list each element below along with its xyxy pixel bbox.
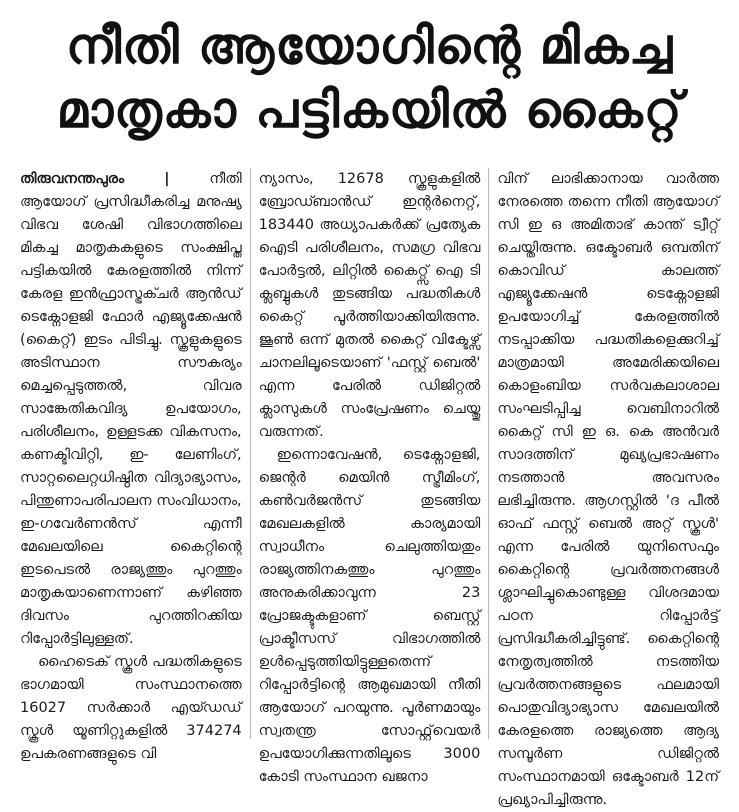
headline [12,14,727,142]
paragraph: ഇന്നൊവേഷൻ, ടെക്നോളജി, ജെന്റർ മെയിൻ സ്ട്രീമിംഗ്, കൺവർജൻസ് തുടങ്ങിയ മേഖലകളിൽ കാര്യമായി സ്വാധീനം ചെലുത്തിയതും രാജ്യത്തിനകത്തും പുറത്തും അനുകരിക്കാവുന്ന 23 പ്രോജക്ടുകളാണ് ബെസ്റ്റ് പ്രാക്ടീസസ് വിഭാഗത്തിൽ ഉൾപ്പെടുത്തിയിട്ടുള്ളതെന്ന് റിപ്പോർട്ടിന്റെ ആമുഖമായി നീതി ആയോഗ് പറയുന്നു. പൂർണമായും സ്വതന്ത്ര സോഫ്റ്റ്‌വെയർ ഉപയോഗിക്കുന്നതിലൂടെ 3000 കോടി സംസ്ഥാന ഖജനാ [258,447,481,785]
paragraph: ന്യാസം, 12678 സ്കൂളുകളിൽ ബ്രോഡ്ബാൻഡ് ഇന്റർനെറ്റ്, 183440 അധ്യാപകർക്ക് പ്രത്യേക ഐടി പരിശീലനം, സമഗ്ര വിഭവ പോർട്ടൽ, ലിറ്റിൽ കൈറ്റ്സ് ഐ ടി ക്ലബ്ബുകൾ തുടങ്ങിയ പദ്ധതികൾ കൈറ്റ് പൂർത്തിയാക്കിയിരുന്നു. ജൂൺ ഒന്ന് മുതൽ കൈറ്റ് വിക്ടേഴ്സ് ചാനലിലൂടെയാണ് 'ഫസ്റ്റ് ബെൽ' എന്ന പേരിൽ ഡിജിറ്റൽ ക്ലാസുകൾ സംപ്രേഷണം ചെയ്തു വരുന്നത്. [258,171,481,440]
article-body [12,168,727,808]
paragraph: വിന് ലാഭിക്കാനായ വാർത്ത നേരത്തെ തന്നെ നീതി ആയോഗ് സി ഇ ഒ അമിതാഭ് കാന്ത് ട്വീറ്റ് ചെയ്തിരുന്നു. ഒക്ടോബർ ഒമ്പതിന് കൊവിഡ് കാലത്ത് എജ്യൂക്കേഷൻ ടെക്നോളജി ഉപയോഗിച്ച് കേരളത്തിൽ നടപ്പാക്കിയ പദ്ധതികളെക്കുറിച്ച് മാത്രമായി അമേരിക്കയിലെ കൊളംബിയ സർവകലാശാല സംഘടിപ്പിച്ച വെബിനാറിൽ കൈറ്റ് സി ഇ ഒ. കെ അൻവർ സാദത്തിന് മുഖ്യപ്രഭാഷണം നടത്താൻ അവസരം ലഭിച്ചിരുന്നു. ആഗസ്റ്റിൽ 'ദ പീൽ ഓഫ് ഫസ്റ്റ് ബെൽ അറ്റ് സ്കൂൾ' എന്ന പേരിൽ യുനിസെഫും കൈറ്റിന്റെ പ്രവർത്തനങ്ങൾ ശ്ലാഘിച്ചുകൊണ്ടുള്ള വിശദമായ പഠന റിപ്പോർട്ട് പ്രസിദ്ധീകരിച്ചിട്ടുണ്ട്. കൈറ്റിന്റെ നേതൃത്വത്തിൽ നടത്തിയ പ്രവർത്തനങ്ങളുടെ ഫലമായി പൊതുവിദ്യാഭ്യാസ മേഖലയിൽ കേരളത്തെ രാജ്യത്തെ ആദ്യ സമ്പൂർണ ഡിജിറ്റൽ സംസ്ഥാനമായി ഒക്ടോബർ 12ന് പ്രഖ്യാപിച്ചിരുന്നു. [497,171,720,808]
headline-line-1: നീതി ആയോഗിന്റെ മികച്ച [65,17,674,75]
paragraph: ഹൈടെക് സ്കൂൾ പദ്ധതികളുടെ ഭാഗമായി സംസ്ഥാനത്തെ 16027 സർക്കാർ എയ്ഡഡ് സ്കൂൾ യൂണിറ്റുകളിൽ 374274 ഉപകരണങ്ങളുടെ വി [20,654,242,762]
dateline: തിരുവനന്തപുരം | [20,171,170,187]
paragraph-text: നീതി ആയോഗ് പ്രസിദ്ധീകരിച്ച മനുഷ്യ വിഭവ ശേഷി വിഭാഗത്തിലെ മികച്ച മാതൃകകളുടെ സംക്ഷിപ്ത പട്ടികയിൽ കേരളത്തിൽ നിന്ന് കേരള ഇൻഫ്രാസ്ട്രക്ചർ ആൻഡ് ടെക്നോളജി ഫോർ എജ്യൂക്കേഷൻ (കൈറ്റ്) ഇടം പിടിച്ചു. സ്കൂളുകളുടെ അടിസ്ഥാന സൗകര്യം മെച്ചപ്പെടുത്തൽ, വിവര സാങ്കേതികവിദ്യ ഉപയോഗം, പരിശീലനം, ഉള്ളടക്ക വികസനം, കണക്ടിവിറ്റി, ഇ- ലേണിംഗ്, സാറ്റലൈറ്റധിഷ്ഠിത വിദ്യാഭ്യാസം, പിന്തുണാപരിപാലന സംവിധാനം, ഇ-ഗവേർണൻസ് എന്നീ മേഖലയിലെ കൈറ്റിന്റെ ഇടപെടൽ രാജ്യത്തും പുറത്തും മാതൃകയാണെന്നാണ് കഴിഞ്ഞ ദിവസം പുറത്തിറക്കിയ റിപ്പോർട്ടിലുള്ളത്. [20,171,242,647]
paragraph [20,168,242,651]
article-column-2 [250,168,489,785]
article-column-3 [488,168,727,808]
headline-line-2: മാതൃകാ പട്ടികയിൽ കൈറ്റ് [56,81,683,139]
article-column-1 [12,168,250,762]
